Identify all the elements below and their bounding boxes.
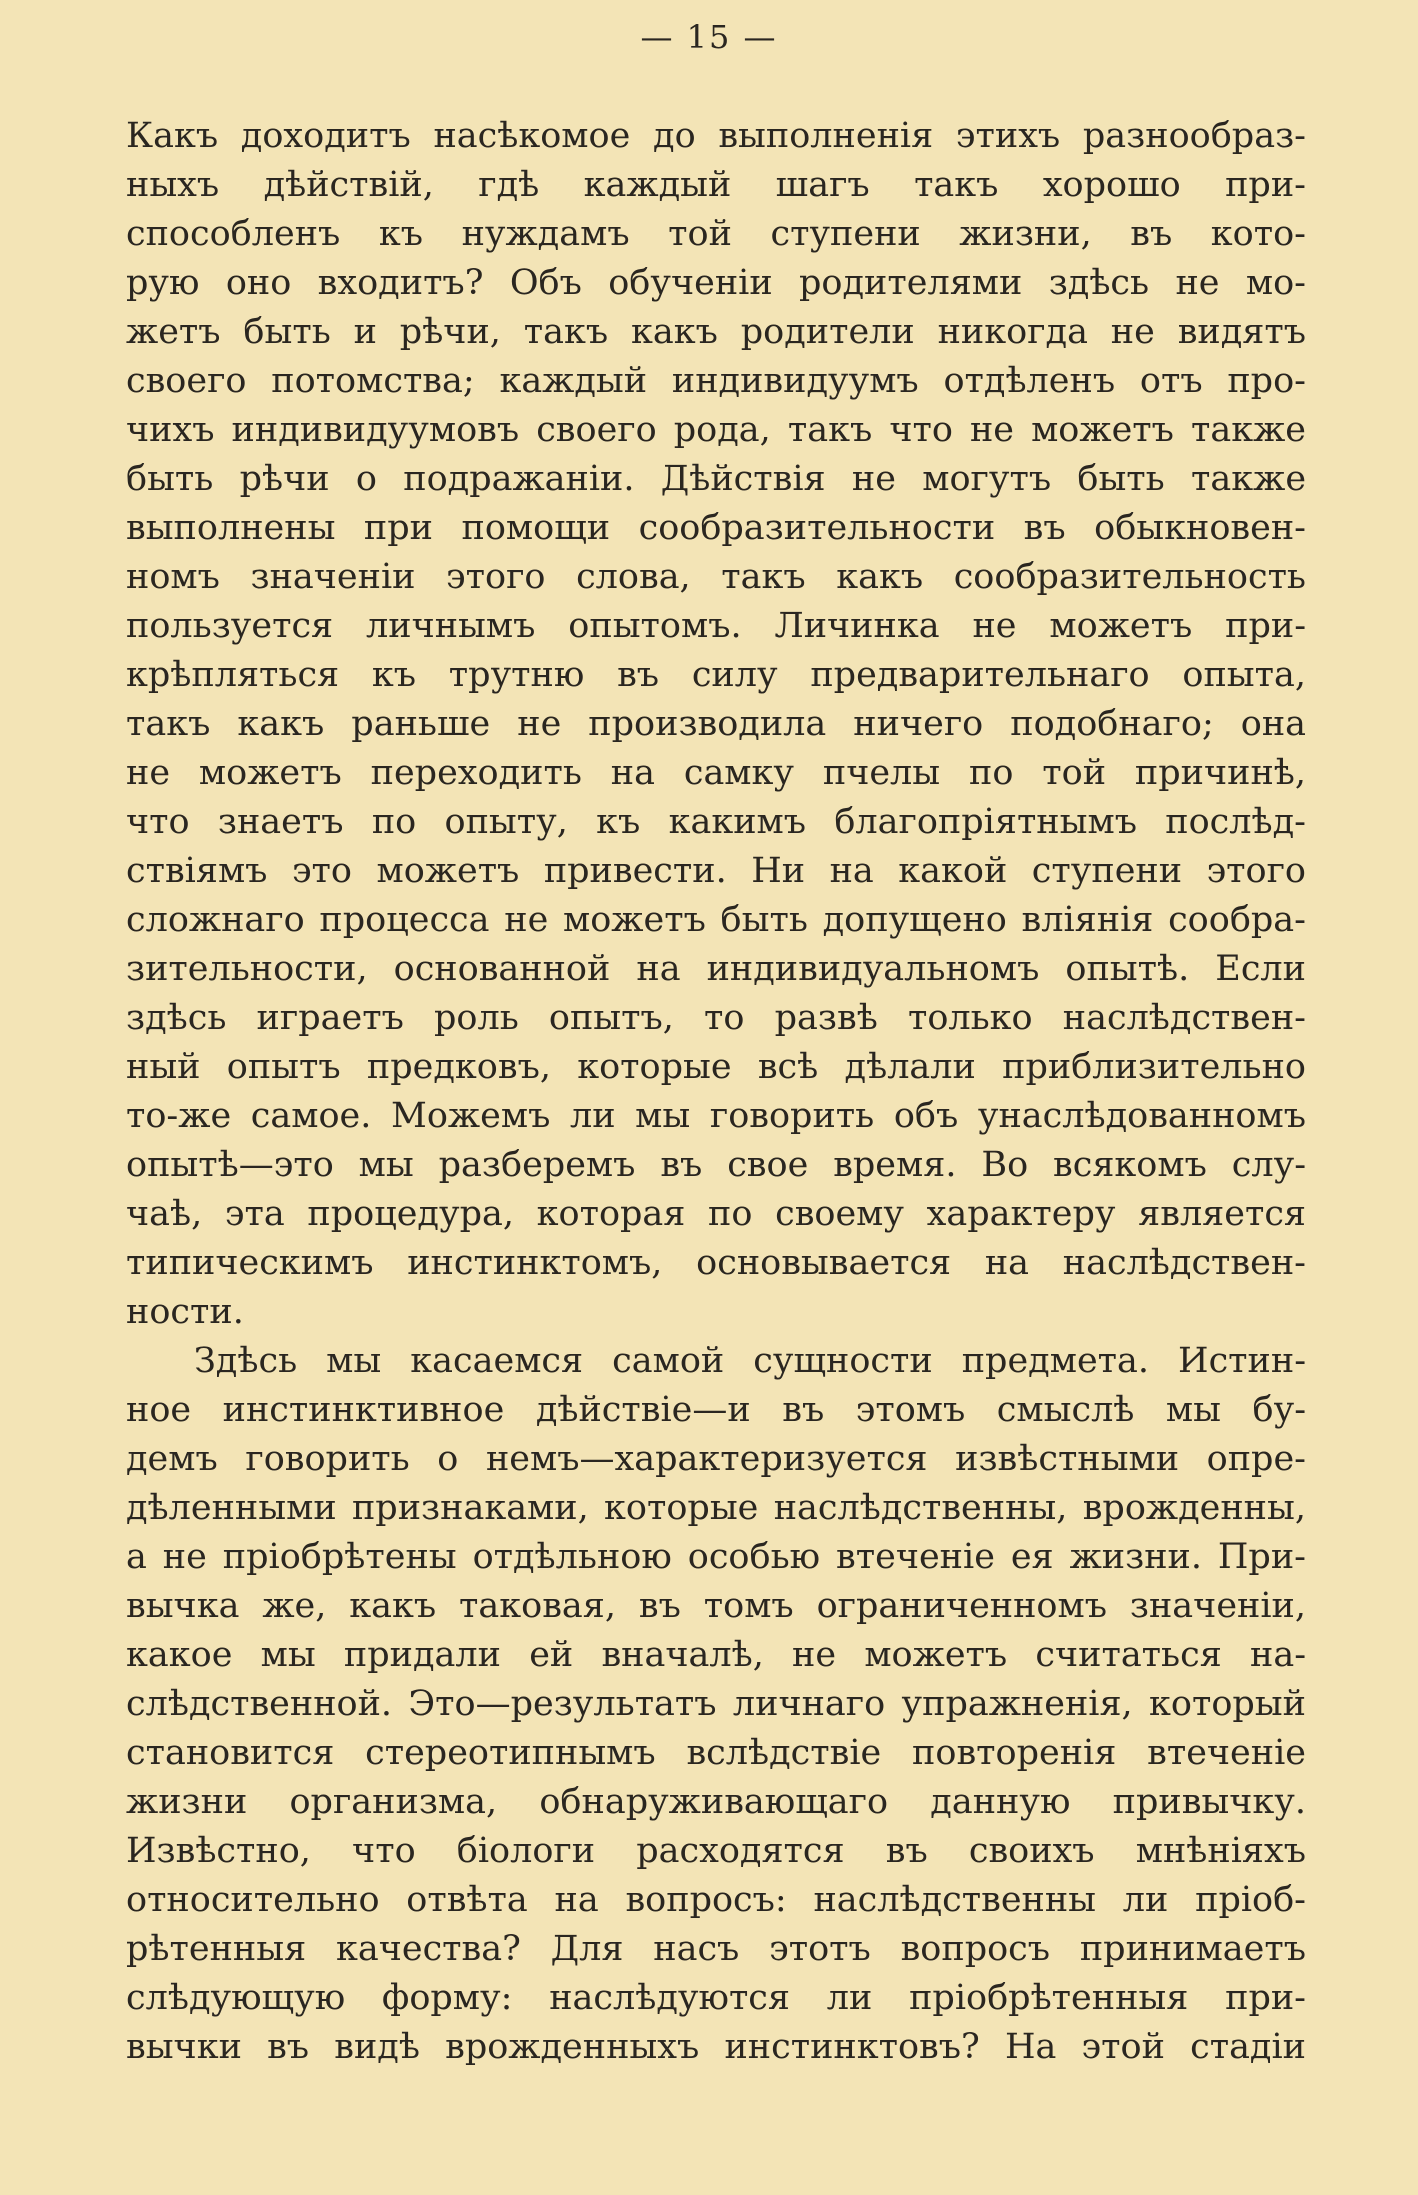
text-line: быть рѣчи о подражаніи. Дѣйствія не могутъ быть также xyxy=(126,459,1307,499)
text-line: своего потомства; каждый индивидуумъ отдѣленъ отъ про- xyxy=(126,361,1306,401)
text-line: ствіямъ это можетъ привести. Ни на какой ступени этого xyxy=(126,851,1307,891)
text-line: что знаетъ по опыту, къ какимъ благопріятнымъ послѣд- xyxy=(126,802,1307,842)
text-line: становится стереотипнымъ вслѣдствіе повторенія втеченіе xyxy=(126,1733,1306,1773)
text-line: рѣтенныя качества? Для насъ этотъ вопросъ принимаетъ xyxy=(126,1929,1307,1969)
text-line: то-же самое. Можемъ ли мы говорить объ унаслѣдованномъ xyxy=(126,1096,1306,1136)
text-line: крѣпляться къ трутню въ силу предварительнаго опыта, xyxy=(126,655,1306,695)
text-line: выполнены при помощи сообразительности въ обыкновен- xyxy=(126,508,1306,548)
text-line: демъ говорить о немъ—характеризуется извѣстными опре- xyxy=(126,1439,1306,1479)
text-line: ное инстинктивное дѣйствіе—и въ этомъ смыслѣ мы бу- xyxy=(126,1390,1307,1430)
text-line: опытѣ—это мы разберемъ въ свое время. Во всякомъ слу- xyxy=(126,1145,1307,1185)
text-line: зительности, основанной на индивидуальномъ опытѣ. Если xyxy=(126,949,1306,989)
text-line: вычки въ видѣ врожденныхъ инстинктовъ? На этой стадіи xyxy=(126,2027,1307,2067)
body-text xyxy=(126,112,1306,2072)
text-line: слѣдственной. Это—результатъ личнаго упражненія, который xyxy=(126,1684,1306,1724)
text-line: вычка же, какъ таковая, въ томъ ограниченномъ значеніи, xyxy=(126,1586,1307,1626)
text-line: жетъ быть и рѣчи, такъ какъ родители никогда не видятъ xyxy=(126,312,1306,352)
text-line: Какъ доходитъ насѣкомое до выполненія этихъ разнообраз- xyxy=(126,116,1306,156)
text-line: ный опытъ предковъ, которые всѣ дѣлали приблизительно xyxy=(126,1047,1306,1087)
text-line: такъ какъ раньше не производила ничего подобнаго; она xyxy=(126,704,1307,744)
text-line: слѣдующую форму: наслѣдуются ли пріобрѣтенныя при- xyxy=(126,1978,1307,2018)
text-line: Здѣсь мы касаемся самой сущности предмета. Истин- xyxy=(194,1341,1307,1381)
text-line: пользуется личнымъ опытомъ. Личинка не можетъ при- xyxy=(126,606,1307,646)
text-line: ности. xyxy=(126,1292,244,1332)
text-line: ныхъ дѣйствій, гдѣ каждый шагъ такъ хорошо при- xyxy=(126,165,1306,205)
paragraph-2 xyxy=(126,1337,1306,2072)
text-line: типическимъ инстинктомъ, основывается на наслѣдствен- xyxy=(126,1243,1306,1283)
text-line: сложнаго процесса не можетъ быть допущено вліянія сообра- xyxy=(126,900,1306,940)
text-line: а не пріобрѣтены отдѣльною особью втеченіе ея жизни. При- xyxy=(126,1537,1306,1577)
text-line: Извѣстно, что біологи расходятся въ своихъ мнѣніяхъ xyxy=(126,1831,1306,1871)
text-line: чихъ индивидуумовъ своего рода, такъ что не можетъ также xyxy=(126,410,1307,450)
text-line: номъ значеніи этого слова, такъ какъ сообразительность xyxy=(126,557,1306,597)
paragraph-1 xyxy=(126,112,1306,1337)
text-line: чаѣ, эта процедура, которая по своему характеру является xyxy=(126,1194,1307,1234)
text-line: дѣленными признаками, которые наслѣдственны, врожденны, xyxy=(126,1488,1306,1528)
text-line: рую оно входитъ? Объ обученіи родителями здѣсь не мо- xyxy=(126,263,1306,303)
text-line: какое мы придали ей вначалѣ, не можетъ считаться на- xyxy=(126,1635,1307,1675)
page-number: — 15 — xyxy=(640,18,778,56)
text-line: здѣсь играетъ роль опытъ, то развѣ только наслѣдствен- xyxy=(126,998,1306,1038)
text-line: способленъ къ нуждамъ той ступени жизни, въ кото- xyxy=(126,214,1307,254)
text-line: относительно отвѣта на вопросъ: наслѣдственны ли пріоб- xyxy=(126,1880,1307,1920)
text-line: не можетъ переходить на самку пчелы по той причинѣ, xyxy=(126,753,1307,793)
text-line: жизни организма, обнаруживающаго данную привычку. xyxy=(126,1782,1306,1822)
